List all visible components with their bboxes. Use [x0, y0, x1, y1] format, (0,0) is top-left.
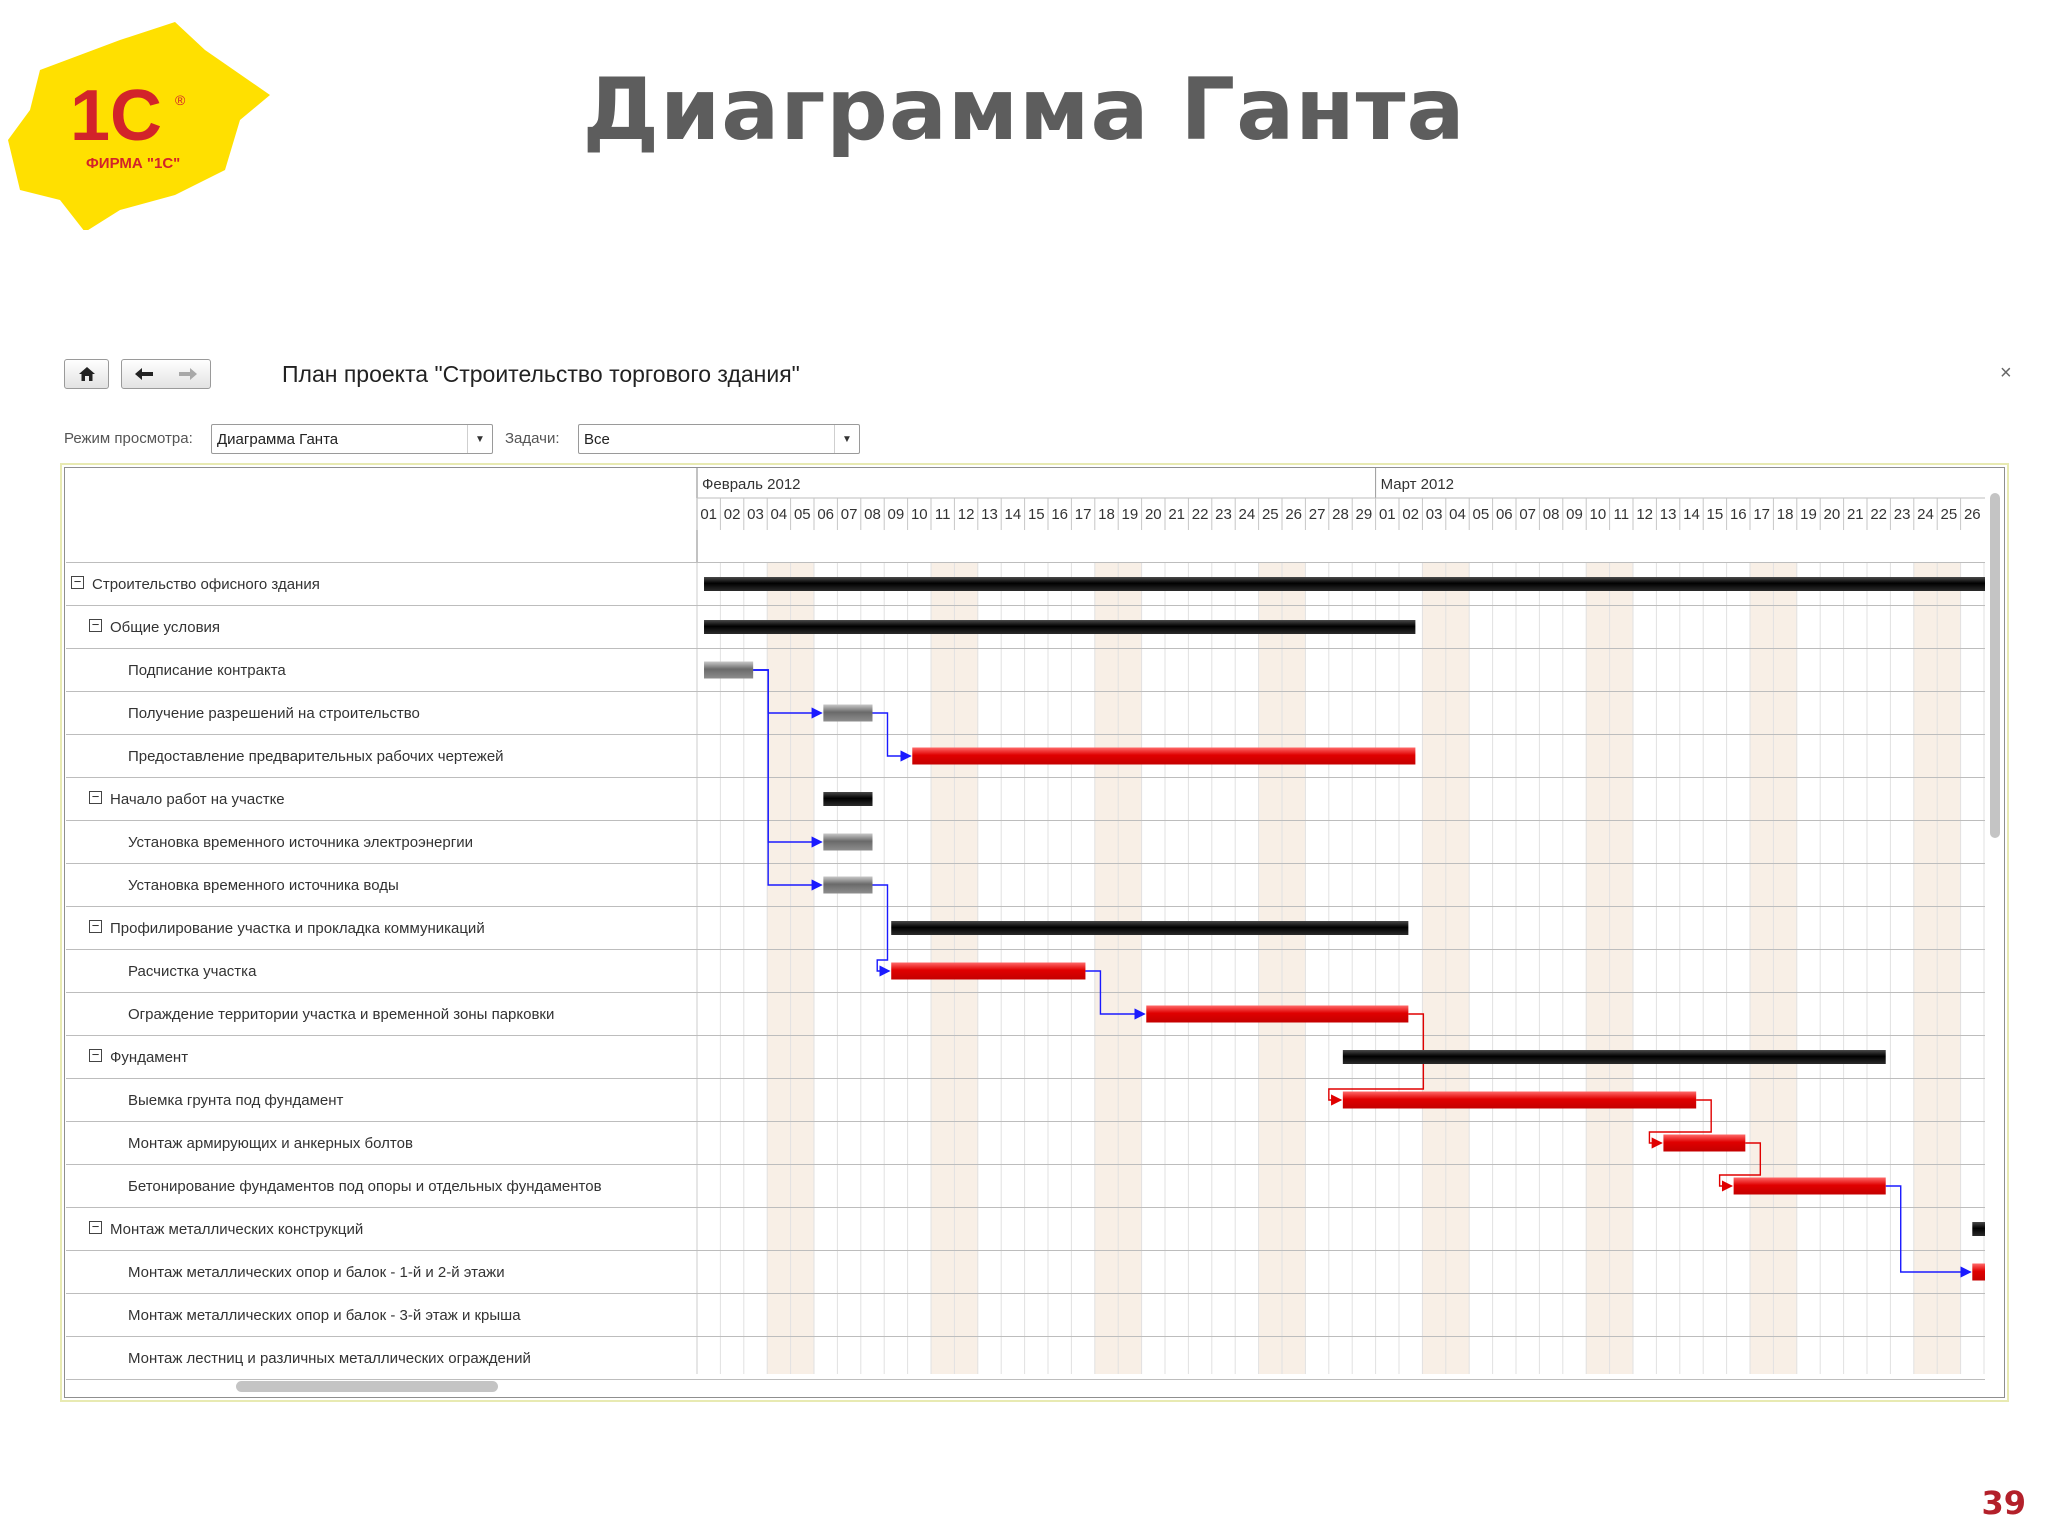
task-row[interactable] — [66, 606, 694, 649]
horizontal-scrollbar[interactable] — [236, 1381, 498, 1392]
task-row[interactable] — [66, 1079, 694, 1122]
task-name: Монтаж металлических опор и балок - 1-й и 2-й этажи — [128, 1264, 505, 1281]
chevron-down-icon[interactable]: ▼ — [834, 425, 859, 453]
task-row[interactable] — [66, 1122, 694, 1165]
task-name: Подписание контракта — [128, 662, 286, 679]
home-button[interactable] — [64, 359, 109, 389]
task-name: Строительство офисного здания — [92, 576, 320, 593]
task-row[interactable] — [66, 563, 694, 606]
day-label: 18 — [1776, 506, 1794, 523]
task-name: Монтаж лестниц и различных металлических ограждений — [128, 1350, 531, 1367]
task-name: Начало работ на участке — [110, 791, 285, 808]
task-row[interactable] — [66, 907, 694, 950]
vertical-scrollbar[interactable] — [1990, 493, 2000, 838]
back-button[interactable] — [122, 360, 166, 388]
day-label: 20 — [1823, 506, 1841, 523]
task-name: Выемка грунта под фундамент — [128, 1092, 344, 1109]
task-row[interactable] — [66, 993, 694, 1036]
task-name: Монтаж металлических опор и балок - 3-й этаж и крыша — [128, 1307, 521, 1324]
day-label: 28 — [1332, 506, 1349, 523]
day-label: 03 — [747, 506, 764, 523]
day-label: 21 — [1168, 506, 1186, 523]
day-label: 19 — [1800, 506, 1817, 523]
day-label: 14 — [1004, 506, 1022, 523]
view-mode-select[interactable] — [211, 424, 493, 454]
day-label: 29 — [1355, 506, 1373, 523]
day-label: 06 — [817, 506, 835, 523]
day-label: 14 — [1683, 506, 1700, 523]
form-title: План проекта "Строительство торгового здания" — [282, 361, 800, 387]
day-label: 24 — [1917, 506, 1934, 523]
view-mode-value: Диаграмма Ганта — [217, 431, 339, 448]
task-row[interactable] — [66, 950, 694, 993]
day-label: 27 — [1308, 506, 1326, 523]
day-label: 07 — [840, 506, 858, 523]
day-label: 17 — [1074, 506, 1092, 523]
task-name: Установка временного источника электроэнергии — [128, 834, 473, 851]
task-row[interactable] — [66, 1165, 694, 1208]
logo-registered-mark: ® — [175, 92, 186, 108]
day-label: 26 — [1963, 506, 1981, 523]
day-label: 15 — [1706, 506, 1724, 523]
task-name: Установка временного источника воды — [128, 877, 399, 894]
view-mode-label: Режим просмотра: — [64, 430, 193, 447]
arrow-right-icon — [178, 367, 198, 381]
day-label: 11 — [1613, 506, 1630, 523]
day-label: 15 — [1027, 506, 1045, 523]
day-label: 22 — [1870, 506, 1888, 523]
day-label: 07 — [1519, 506, 1537, 523]
task-row[interactable] — [66, 649, 694, 692]
task-name: Монтаж металлических конструкций — [110, 1221, 364, 1238]
day-label: 22 — [1191, 506, 1209, 523]
task-row[interactable] — [66, 692, 694, 735]
task-name: Получение разрешений на строительство — [128, 705, 420, 722]
day-label: 20 — [1144, 506, 1162, 523]
day-label: 04 — [1449, 506, 1466, 523]
task-row[interactable] — [66, 1251, 694, 1294]
month-label: Март 2012 — [1380, 476, 1455, 493]
tasks-filter-label: Задачи: — [505, 430, 560, 447]
task-name: Профилирование участка и прокладка коммуникаций — [110, 920, 485, 937]
day-label: 23 — [1893, 506, 1911, 523]
day-label: 11 — [934, 506, 951, 523]
task-row[interactable] — [66, 1208, 694, 1251]
task-row[interactable] — [66, 1036, 694, 1079]
day-label: 16 — [1051, 506, 1069, 523]
day-label: 18 — [1098, 506, 1115, 523]
tasks-filter-value: Все — [584, 431, 610, 448]
day-label: 05 — [1472, 506, 1490, 523]
task-row[interactable] — [66, 735, 694, 778]
logo-caption: ФИРМА "1С" — [86, 155, 181, 172]
task-name: Ограждение территории участка и временной зоны парковки — [128, 1006, 555, 1023]
tasks-filter-select[interactable] — [578, 424, 860, 454]
day-label: 08 — [864, 506, 881, 523]
task-row[interactable] — [66, 1337, 694, 1380]
collapse-box-icon[interactable]: − — [89, 791, 102, 804]
collapse-box-icon[interactable]: − — [71, 576, 84, 589]
day-label: 09 — [1566, 506, 1583, 523]
chevron-down-icon[interactable]: ▼ — [467, 425, 492, 453]
home-icon — [78, 366, 96, 382]
day-label: 12 — [957, 506, 975, 523]
day-label: 10 — [910, 506, 928, 523]
day-label: 26 — [1285, 506, 1303, 523]
task-name: Фундамент — [110, 1049, 189, 1066]
day-label: 25 — [1940, 506, 1958, 523]
day-label: 06 — [1495, 506, 1513, 523]
task-name: Общие условия — [110, 619, 221, 636]
task-row[interactable] — [66, 864, 694, 907]
task-name: Расчистка участка — [128, 963, 257, 980]
arrow-left-icon — [134, 367, 154, 381]
task-name: Монтаж армирующих и анкерных болтов — [128, 1135, 413, 1152]
forward-button[interactable] — [166, 360, 210, 388]
collapse-box-icon[interactable]: − — [89, 1221, 102, 1234]
day-label: 04 — [770, 506, 788, 523]
day-label: 13 — [1659, 506, 1677, 523]
day-label: 08 — [1542, 506, 1560, 523]
day-label: 05 — [793, 506, 811, 523]
task-row[interactable] — [66, 821, 694, 864]
day-label: 13 — [981, 506, 998, 523]
day-label: 23 — [1215, 506, 1232, 523]
day-label: 25 — [1261, 506, 1279, 523]
slide-number: 39 — [1981, 1484, 2026, 1522]
slide-title: Диаграмма Ганта — [582, 60, 1466, 160]
collapse-box-icon[interactable]: − — [89, 1049, 102, 1062]
day-label: 24 — [1238, 506, 1256, 523]
task-row[interactable] — [66, 778, 694, 821]
day-label: 16 — [1729, 506, 1747, 523]
task-row[interactable] — [66, 1294, 694, 1337]
day-label: 12 — [1636, 506, 1654, 523]
day-label: 21 — [1846, 506, 1864, 523]
month-label: Февраль 2012 — [702, 476, 801, 493]
day-label: 10 — [1589, 506, 1607, 523]
day-label: 17 — [1753, 506, 1771, 523]
task-name: Предоставление предварительных рабочих чертежей — [128, 748, 504, 765]
history-nav — [121, 359, 211, 389]
day-label: 01 — [700, 506, 718, 523]
logo-mark: 1С — [70, 76, 163, 156]
day-label: 02 — [1402, 506, 1420, 523]
close-button[interactable]: × — [2000, 362, 2012, 384]
day-label: 01 — [1378, 506, 1396, 523]
day-label: 09 — [887, 506, 905, 523]
day-label: 19 — [1121, 506, 1139, 523]
day-label: 02 — [723, 506, 741, 523]
day-label: 03 — [1425, 506, 1443, 523]
task-name: Бетонирование фундаментов под опоры и отдельных фундаментов — [128, 1178, 602, 1195]
collapse-box-icon[interactable]: − — [89, 920, 102, 933]
collapse-box-icon[interactable]: − — [89, 619, 102, 632]
